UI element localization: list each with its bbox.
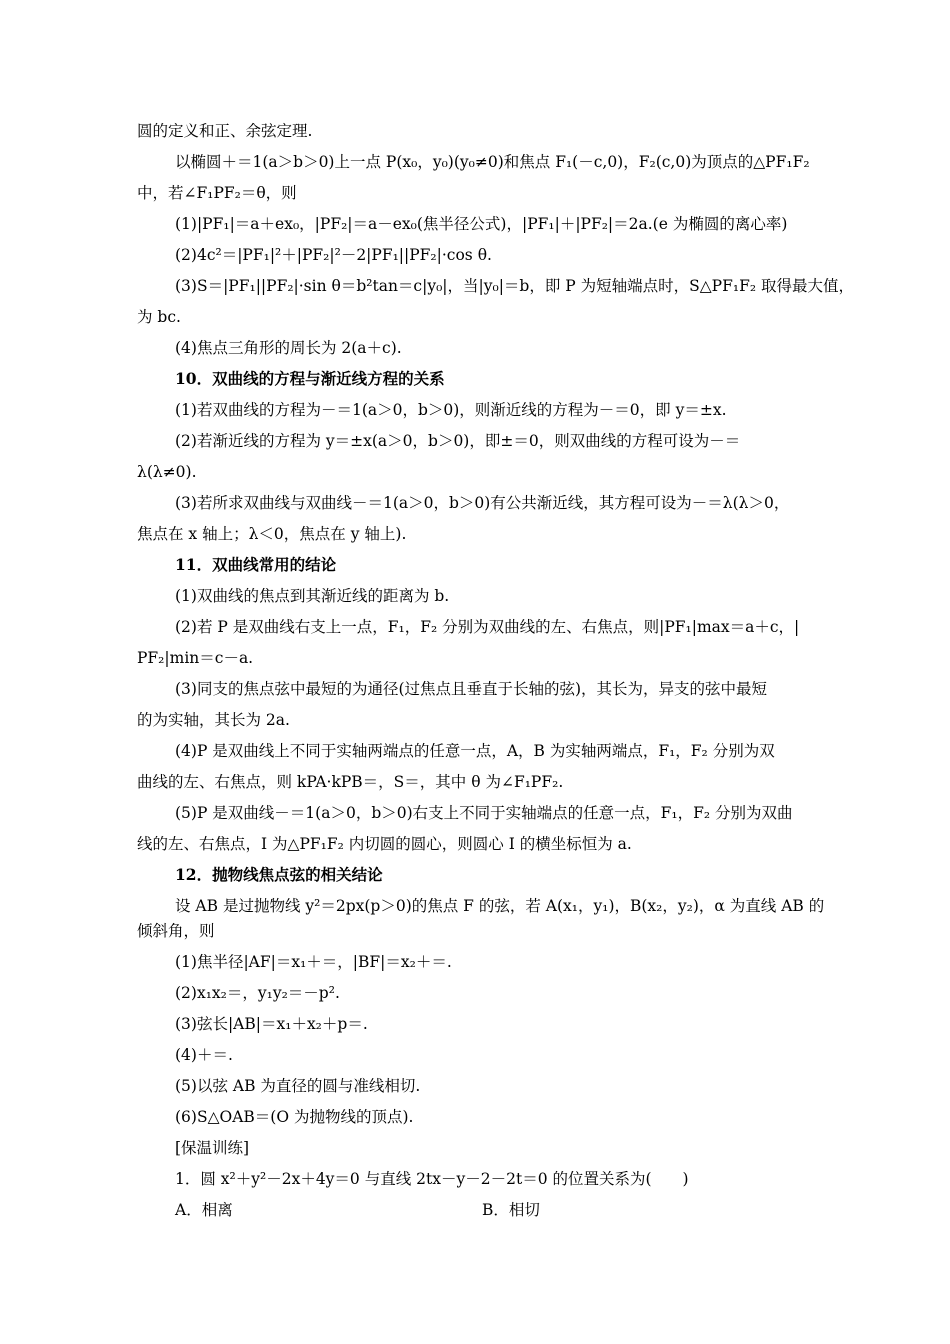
text-line: 的为实轴，其长为 2a. [137, 711, 290, 729]
text-line: (6)S△OAB＝(O 为抛物线的顶点). [175, 1108, 414, 1126]
option-a: A．相离 [175, 1201, 233, 1219]
text-line: (4)P 是双曲线上不同于实轴两端点的任意一点，A，B 为实轴两端点，F₁，F₂ 分别为双 [175, 742, 775, 760]
text-line: 圆的定义和正、余弦定理. [137, 122, 313, 140]
text-line: (1)双曲线的焦点到其渐近线的距离为 b. [175, 587, 450, 605]
text-line: (4)焦点三角形的周长为 2(a＋c). [175, 339, 402, 357]
text-line: 为 bc. [137, 308, 181, 326]
text-line: 中，若∠F₁PF₂＝θ，则 [137, 184, 297, 202]
text-line: λ(λ≠0). [137, 463, 197, 481]
text-line: (3)弦长|AB|＝x₁＋x₂＋p＝. [175, 1015, 368, 1033]
text-line: PF₂|min＝c－a. [137, 649, 254, 667]
text-line: (1)|PF₁|＝a＋ex₀，|PF₂|＝a－ex₀(焦半径公式)，|PF₁|＋|PF₂|＝2a.(e 为椭圆的离心率) [175, 215, 788, 233]
text-line: (5)P 是双曲线－＝1(a＞0，b＞0)右支上不同于实轴端点的任意一点，F₁，F₂ 分别为双曲 [175, 804, 793, 822]
text-line: (3)若所求双曲线与双曲线－＝1(a＞0，b＞0)有公共渐近线，其方程可设为－＝λ(λ＞0， [175, 494, 790, 512]
text-line: 曲线的左、右焦点，则 kPA·kPB＝，S＝，其中 θ 为∠F₁PF₂. [137, 773, 564, 791]
section-heading: 12．抛物线焦点弦的相关结论 [175, 865, 383, 884]
text-line: (4)＋＝. [175, 1046, 233, 1064]
text-line: (2)若渐近线的方程为 y＝±x(a＞0，b＞0)，即±＝0，则双曲线的方程可设为－＝ [175, 432, 741, 450]
section-heading: 10．双曲线的方程与渐近线方程的关系 [175, 369, 445, 388]
text-line: (1)若双曲线的方程为－＝1(a＞0，b＞0)，则渐近线的方程为－＝0，即 y＝±x. [175, 401, 727, 419]
text-line: 焦点在 x 轴上；λ＜0，焦点在 y 轴上). [137, 525, 407, 543]
text-line: (3)S＝|PF₁||PF₂|·sin θ＝b²tan＝c|y₀|，当|y₀|＝b，即 P 为短轴端点时，S△PF₁F₂ 取得最大值， [175, 277, 854, 295]
text-line: 以椭圆＋＝1(a＞b＞0)上一点 P(x₀，y₀)(y₀≠0)和焦点 F₁(－c,0)，F₂(c,0)为顶点的△PF₁F₂ [175, 153, 810, 171]
text-line: (2)若 P 是双曲线右支上一点，F₁，F₂ 分别为双曲线的左、右焦点，则|PF₁|max＝a＋c，| [175, 618, 800, 636]
text-line: (1)焦半径|AF|＝x₁＋＝，|BF|＝x₂＋＝. [175, 953, 452, 971]
section-heading: [保温训练] [175, 1139, 250, 1157]
text-line: (2)4c²＝|PF₁|²＋|PF₂|²－2|PF₁||PF₂|·cos θ. [175, 246, 492, 264]
text-line: 倾斜角，则 [137, 922, 215, 940]
text-line: 线的左、右焦点，I 为△PF₁F₂ 内切圆的圆心，则圆心 I 的横坐标恒为 a. [137, 835, 632, 853]
text-line: (2)x₁x₂＝，y₁y₂＝－p². [175, 984, 340, 1002]
option-b: B．相切 [482, 1201, 540, 1219]
section-heading: 11．双曲线常用的结论 [175, 555, 337, 574]
text-line: 设 AB 是过抛物线 y²＝2px(p＞0)的焦点 F 的弦，若 A(x₁，y₁)，B(x₂，y₂)，α 为直线 AB 的 [175, 897, 825, 915]
text-line: (3)同支的焦点弦中最短的为通径(过焦点且垂直于长轴的弦)，其长为，异支的弦中最短 [175, 680, 768, 698]
question-text: 1．圆 x²＋y²－2x＋4y＝0 与直线 2tx－y－2－2t＝0 的位置关系为( ) [175, 1170, 689, 1188]
text-line: (5)以弦 AB 为直径的圆与准线相切. [175, 1077, 421, 1095]
